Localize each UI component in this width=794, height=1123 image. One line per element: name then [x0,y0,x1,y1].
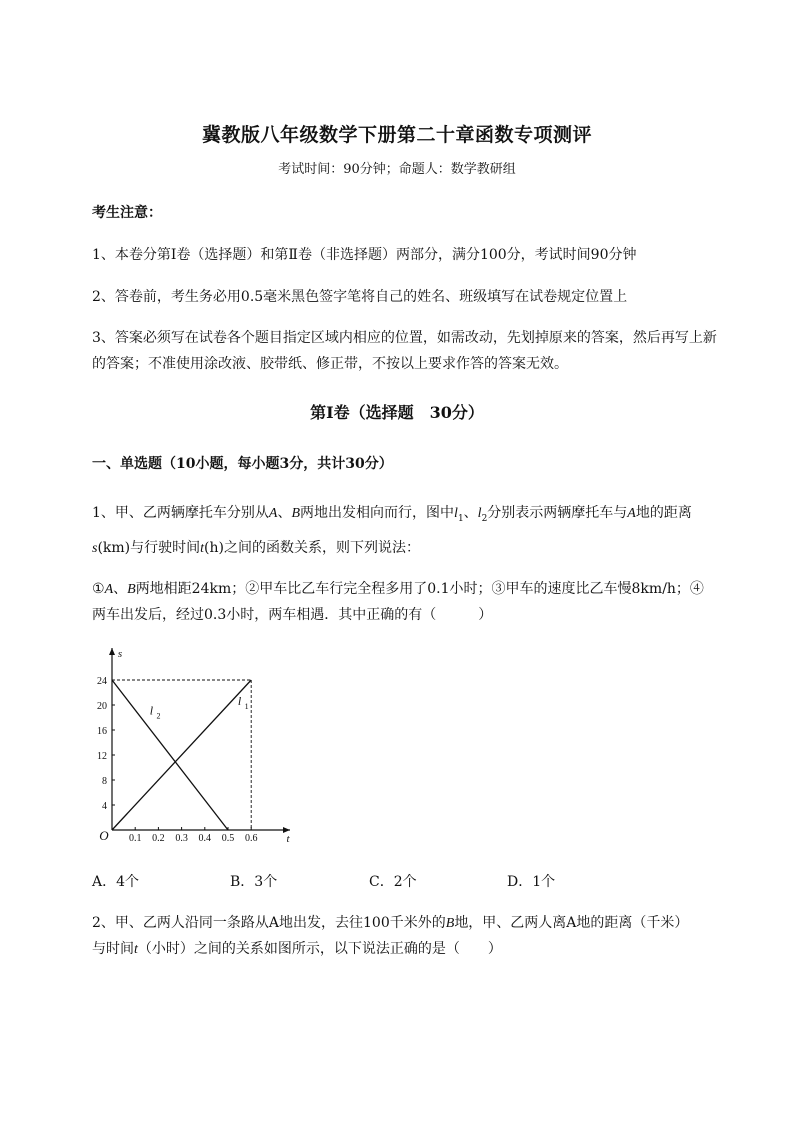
y-tick-label: 12 [97,751,107,762]
section-title: 第I卷（选择题 30分） [310,403,484,422]
y-tick-label: 16 [97,726,107,737]
x-tick-label: 0.5 [221,833,235,844]
x-axis-label: t [286,833,290,845]
y-axis-label: s [117,648,123,660]
series-line-l1 [112,680,251,830]
q1-option-c[interactable]: C．2个 [369,874,417,890]
series-line-l2 [112,680,228,830]
y-tick-label: 24 [97,676,107,687]
q1-line-4: 两车出发后，经过0.3小时，两车相遇．其中正确的有（ ） [92,607,493,623]
page-title: 冀教版八年级数学下册第二十章函数专项测评 [201,124,592,146]
y-tick-label: 4 [102,801,107,812]
notice-item-1: 1、本卷分第I卷（选择题）和第Ⅱ卷（非选择题）两部分，满分100分，考试时间90分钟 [92,247,637,263]
notice-heading: 考生注意： [92,205,162,221]
q1-option-b[interactable]: B．3个 [230,874,278,890]
origin-label: O [99,828,109,843]
y-tick-label: 20 [97,701,107,712]
x-tick-label: 0.4 [198,833,212,844]
x-tick-label: 0.6 [244,833,258,844]
series-label-l1: l [237,694,242,708]
y-axis-arrow [109,648,115,655]
q1-line-1: 1、甲、乙两辆摩托车分别从A、B两地出发相向而行，图中$l_1$、$l_2$分别表示两辆摩托车与A地的距离 [92,505,692,524]
y-tick-label: 8 [102,776,107,787]
q1-option-a[interactable]: A．4个 [92,874,140,890]
distance-time-chart [92,640,302,850]
notice-item-2: 2、答卷前，考生务必用0.5毫米黑色签字笔将自己的姓名、班级填写在试卷规定位置上 [92,289,628,305]
q2-line-2: 与时间t（小时）之间的关系如图所示，以下说法正确的是（ ） [92,941,502,957]
q1-line-2: s(km)与行驶时间t(h)之间的函数关系，则下列说法： [92,540,420,556]
x-tick-label: 0.3 [175,833,188,844]
exam-info: 考试时间：90分钟；命题人：数学教研组 [278,162,516,177]
q2-line-1: 2、甲、乙两人沿同一条路从A地出发，去往100千米外的B地，甲、乙两人离A地的距离（千米） [92,915,689,931]
series-label-sub-l2: 2 [156,711,161,721]
q1-option-d[interactable]: D．1个 [507,874,556,890]
notice-item-3: 3、答案必须写在试卷各个题目指定区域内相应的位置，如需改动，先划掉原来的答案，然后再写上新 [92,330,717,346]
part-heading: 一、单选题（10小题，每小题3分，共计30分） [92,456,393,472]
series-label-sub-l1: 1 [244,702,249,711]
q1-line-3: ①A、B两地相距24km；②甲车比乙车行完全程多用了0.1小时；③甲车的速度比乙车慢8km/h；④ [92,581,704,597]
x-tick-label: 0.1 [128,833,142,844]
x-tick-label: 0.2 [152,833,165,844]
series-label-l2: l [149,703,154,718]
notice-item-3-cont: 的答案；不准使用涂改液、胶带纸、修正带，不按以上要求作答的答案无效。 [92,356,568,372]
